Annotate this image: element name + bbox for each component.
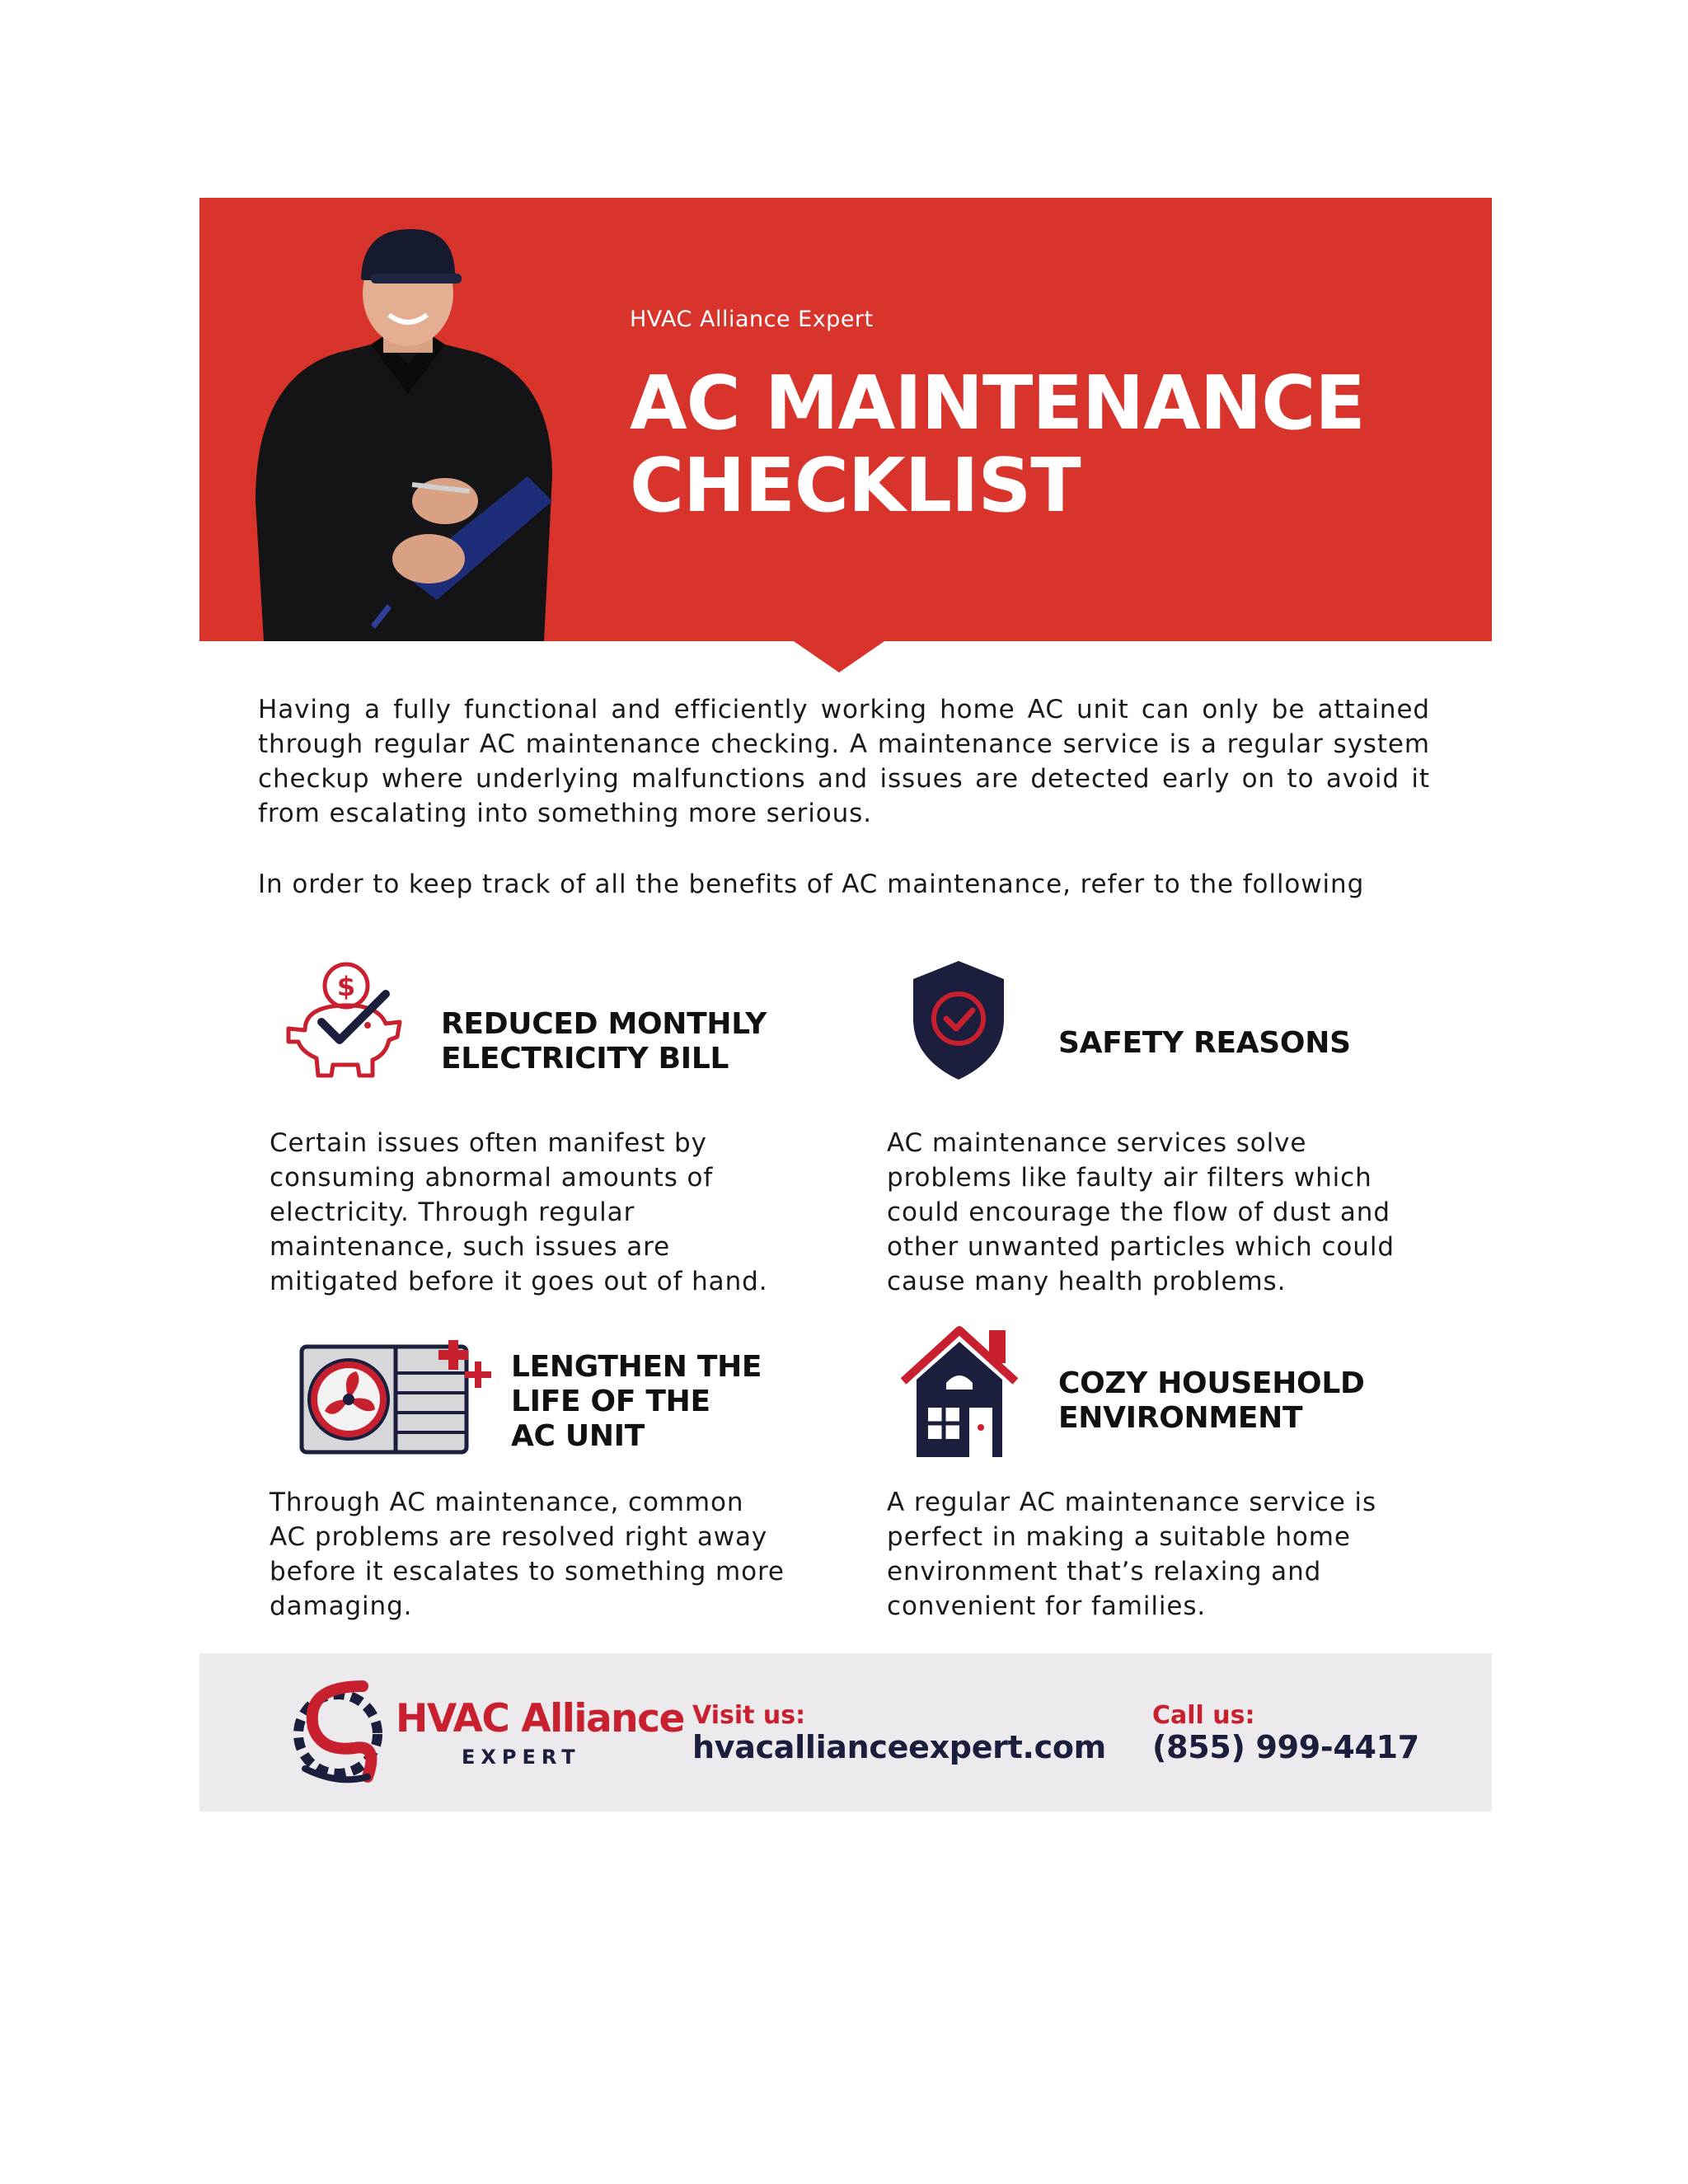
brand-name: HVAC Alliance Expert [630,307,874,332]
intro-lead: In order to keep track of all the benefits of AC maintenance, refer to the following [258,869,1365,899]
logo-subtitle: EXPERT [462,1746,581,1769]
website-link[interactable]: hvacallianceexpert.com [692,1729,1106,1765]
feature-title-safety: SAFETY REASONS [1058,1026,1351,1060]
shield-icon [913,961,1004,1080]
ac-unit-icon [298,1340,496,1457]
feature-body-cozy: A regular AC maintenance service is perfect in making a suitable home environment that’s relaxing and convenient for families. [887,1488,1376,1621]
feature-body-electricity: Certain issues often manifest by consuming abnormal amounts of electricity. Through regular maintenance, such issues are mitigated before it goes out of hand. [270,1128,768,1296]
feature-body-safety: AC maintenance services solve problems like faulty air filters which could encourage the flow of dust and other unwanted particles which could cause many health problems. [887,1128,1395,1296]
logo-wordmark: HVAC Alliance [396,1696,684,1741]
technician-photo [247,229,569,641]
phone-number[interactable]: (855) 999-4417 [1152,1729,1419,1765]
banner-pointer [791,640,887,673]
svg-text:$: $ [336,971,356,1002]
hvac-alliance-logo-icon [288,1678,383,1785]
visit-label: Visit us: [692,1701,806,1730]
call-label: Call us: [1152,1701,1255,1730]
feature-title-electricity: REDUCED MONTHLY ELECTRICITY BILL [441,1007,767,1076]
piggy-bank-icon [280,956,412,1088]
intro-paragraph: Having a fully functional and efficiently working home AC unit can only be attained through regular AC maintenance checking. A maintenance service is a regular system checkup where underlying malfunctions and issues are detected early on to avoid it from escalating into something more serious. [258,695,1430,828]
feature-title-cozy: COZY HOUSEHOLD ENVIRONMENT [1058,1366,1365,1435]
feature-body-lifespan: Through AC maintenance, common AC problems are resolved right away before it escalates to something more damaging. [270,1488,785,1621]
house-icon [892,1319,1027,1457]
feature-title-lifespan: LENGTHEN THE LIFE OF THE AC UNIT [511,1350,762,1453]
page-title: AC MAINTENANCE CHECKLIST [630,360,1365,529]
